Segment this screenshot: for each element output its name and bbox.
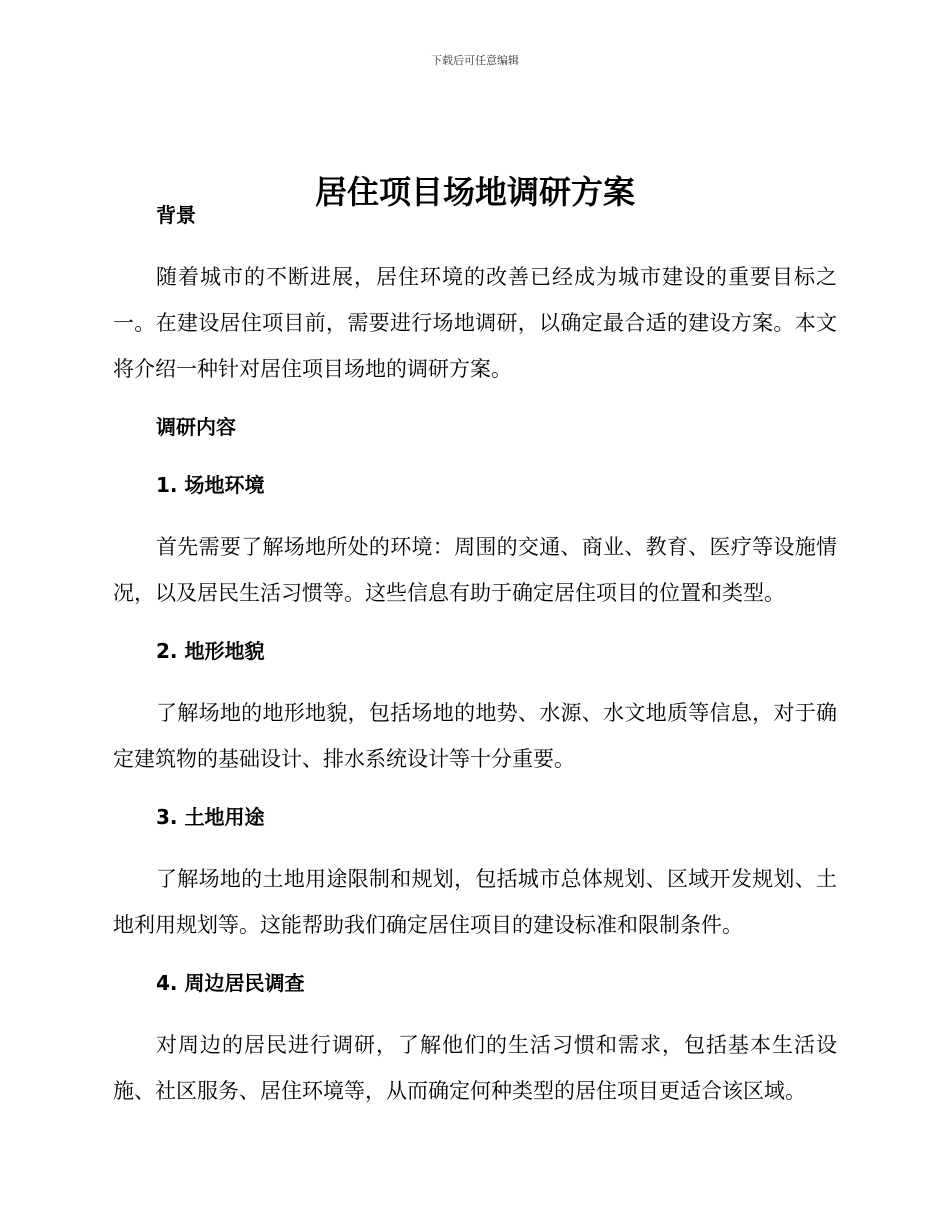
- section-heading-item3: 3. 土地用途: [156, 805, 265, 829]
- paragraph-item3: 了解场地的土地用途限制和规划，包括城市总体规划、区域开发规划、土地利用规划等。这能帮助我们确定居住项目的建设标准和限制条件。: [113, 867, 837, 937]
- section-heading-item2: 2. 地形地貌: [156, 639, 265, 663]
- section-heading-item1: 1. 场地环境: [156, 473, 265, 497]
- paragraph-background: 随着城市的不断进展，居住环境的改善已经成为城市建设的重要目标之一。在建设居住项目前，需要进行场地调研，以确定最合适的建设方案。本文将介绍一种针对居住项目场地的调研方案。: [113, 265, 837, 381]
- document-body: [113, 200, 837, 1114]
- paragraph-item4: 对周边的居民进行调研，了解他们的生活习惯和需求，包括基本生活设施、社区服务、居住环境等，从而确定何种类型的居住项目更适合该区域。: [113, 1033, 837, 1103]
- header-note: 下载后可任意编辑: [431, 54, 519, 67]
- section-heading-background: 背景: [156, 203, 196, 227]
- section-heading-research: 调研内容: [156, 415, 236, 439]
- section-heading-item4: 4. 周边居民调查: [156, 971, 305, 995]
- page-title: 居住项目场地调研方案: [314, 173, 635, 212]
- paragraph-item2: 了解场地的地形地貌，包括场地的地势、水源、水文地质等信息，对于确定建筑物的基础设计、排水系统设计等十分重要。: [113, 701, 837, 771]
- paragraph-item1: 首先需要了解场地所处的环境：周围的交通、商业、教育、医疗等设施情况，以及居民生活习惯等。这些信息有助于确定居住项目的位置和类型。: [113, 535, 837, 605]
